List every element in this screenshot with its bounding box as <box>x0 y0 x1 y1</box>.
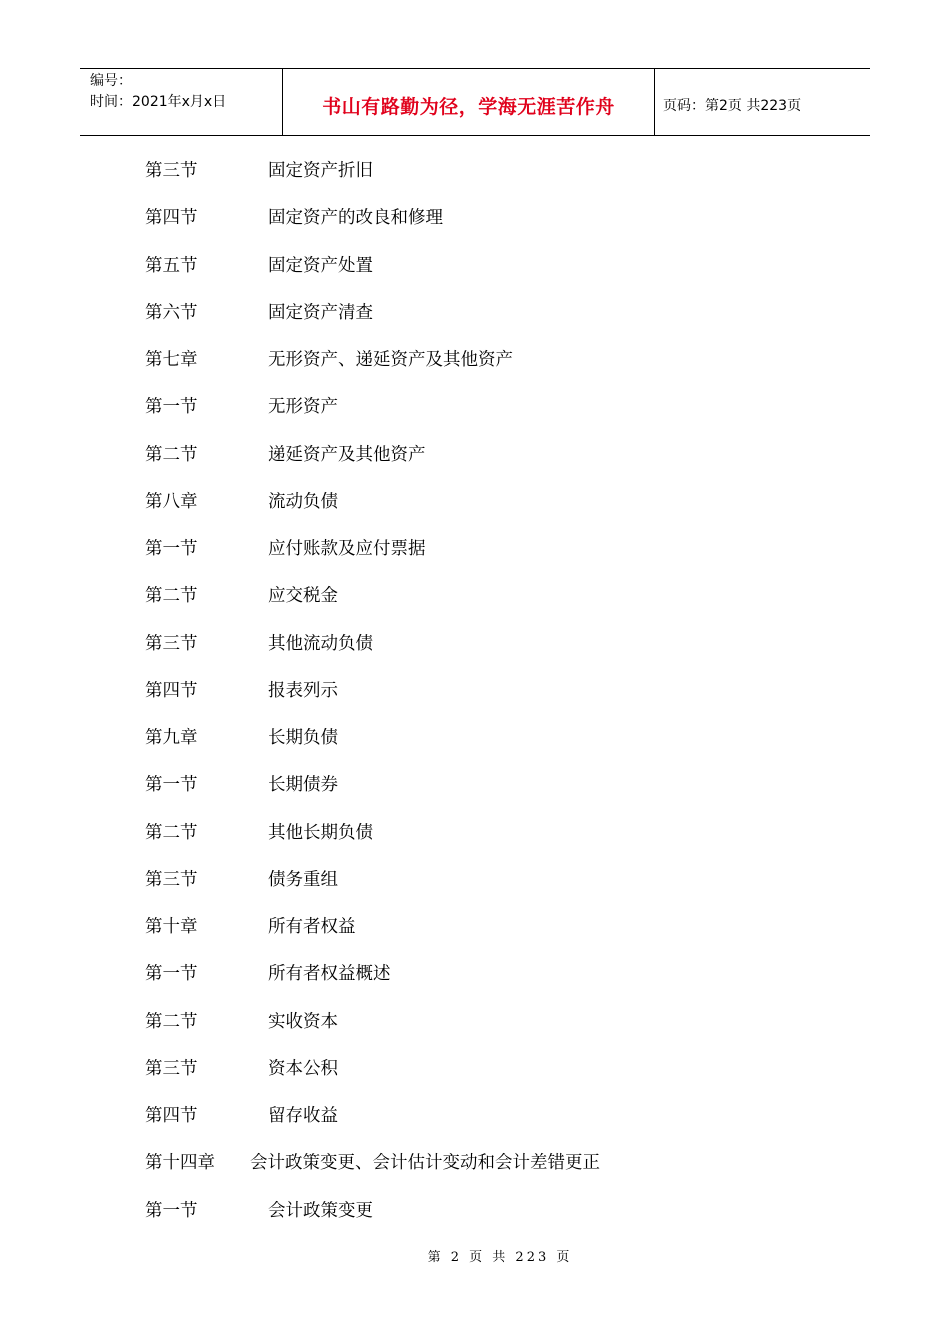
toc-entry-label: 第十四章 <box>145 1153 215 1174</box>
toc-entry-title: 所有者权益 <box>268 917 356 937</box>
toc-entry <box>0 715 950 762</box>
page-footer: 第 2 页 共 223 页 <box>427 1250 573 1265</box>
toc-entry <box>0 810 950 857</box>
toc-entry-label: 第二节 <box>145 822 198 843</box>
toc-entry <box>0 857 950 904</box>
toc-entry-label: 第一节 <box>145 539 198 559</box>
toc-entry <box>0 668 950 715</box>
toc-entry-label: 第三节 <box>145 869 198 890</box>
toc-entry-title: 固定资产的改良和修理 <box>268 208 443 229</box>
toc-entry-title: 其他长期负债 <box>268 822 373 843</box>
toc-entry-title: 应付账款及应付票据 <box>268 539 426 559</box>
toc-entry <box>0 243 950 290</box>
table-of-contents <box>0 148 950 1235</box>
header-meta <box>80 69 282 135</box>
toc-entry <box>0 1046 950 1093</box>
toc-entry-label: 第十章 <box>145 917 198 937</box>
toc-entry-label: 第三节 <box>145 161 198 181</box>
toc-entry-label: 第九章 <box>145 728 198 748</box>
toc-entry <box>0 621 950 668</box>
document-number-label: 编号： <box>90 73 132 89</box>
toc-entry-title: 固定资产处置 <box>268 255 373 276</box>
toc-entry-label: 第二节 <box>145 444 198 465</box>
toc-entry-title: 固定资产折旧 <box>268 161 373 181</box>
toc-entry-title: 无形资产 <box>268 397 338 418</box>
toc-entry-title: 固定资产清查 <box>268 302 373 323</box>
toc-entry-title: 长期负债 <box>268 728 338 748</box>
toc-entry <box>0 432 950 479</box>
toc-entry-label: 第四节 <box>145 1106 198 1126</box>
toc-entry <box>0 384 950 431</box>
toc-entry <box>0 999 950 1046</box>
toc-entry <box>0 195 950 242</box>
toc-entry-title: 其他流动负债 <box>268 633 373 654</box>
page-header <box>80 68 870 136</box>
toc-entry-title: 会计政策变更 <box>268 1200 373 1221</box>
toc-entry-title: 所有者权益概述 <box>268 964 391 985</box>
toc-entry-label: 第四节 <box>145 680 198 701</box>
header-motto-cell <box>282 69 655 135</box>
toc-entry-label: 第三节 <box>145 1058 198 1079</box>
header-motto: 书山有路勤为径，学海无涯苦作舟 <box>322 95 615 118</box>
toc-entry-label: 第一节 <box>145 775 198 796</box>
toc-entry-label: 第一节 <box>145 964 198 985</box>
toc-entry-title: 递延资产及其他资产 <box>268 444 426 465</box>
toc-entry <box>0 526 950 573</box>
toc-entry-label: 第三节 <box>145 633 198 654</box>
toc-entry-label: 第八章 <box>145 491 198 512</box>
toc-entry-title: 报表列示 <box>268 680 338 701</box>
toc-entry-title: 无形资产、递延资产及其他资产 <box>268 350 513 370</box>
toc-entry <box>0 479 950 526</box>
toc-entry <box>0 951 950 998</box>
toc-entry-title: 长期债券 <box>268 775 338 796</box>
toc-entry-title: 资本公积 <box>268 1058 338 1079</box>
toc-entry-title: 应交税金 <box>268 586 338 607</box>
toc-entry <box>0 148 950 195</box>
toc-entry <box>0 1188 950 1235</box>
toc-entry-label: 第四节 <box>145 208 198 229</box>
toc-entry-label: 第六节 <box>145 302 198 323</box>
toc-entry-label: 第二节 <box>145 586 198 607</box>
document-date-label: 时间：2021年x月x日 <box>90 94 227 110</box>
toc-entry-label: 第二节 <box>145 1011 198 1032</box>
toc-entry-title: 会计政策变更、会计估计变动和会计差错更正 <box>250 1153 600 1174</box>
toc-entry <box>0 337 950 384</box>
toc-entry-label: 第一节 <box>145 397 198 418</box>
header-page-code-cell <box>655 69 870 135</box>
toc-entry <box>0 290 950 337</box>
toc-entry <box>0 1140 950 1187</box>
toc-entry-title: 债务重组 <box>268 869 338 890</box>
toc-entry-label: 第一节 <box>145 1200 198 1221</box>
toc-entry-label: 第七章 <box>145 350 198 370</box>
toc-entry <box>0 762 950 809</box>
toc-entry <box>0 573 950 620</box>
toc-entry-title: 留存收益 <box>268 1106 338 1126</box>
toc-entry <box>0 1093 950 1140</box>
header-page-code: 页码：第2页 共223页 <box>663 98 802 114</box>
toc-entry-title: 实收资本 <box>268 1011 338 1032</box>
toc-entry-label: 第五节 <box>145 255 198 276</box>
toc-entry <box>0 904 950 951</box>
toc-entry-title: 流动负债 <box>268 491 338 512</box>
